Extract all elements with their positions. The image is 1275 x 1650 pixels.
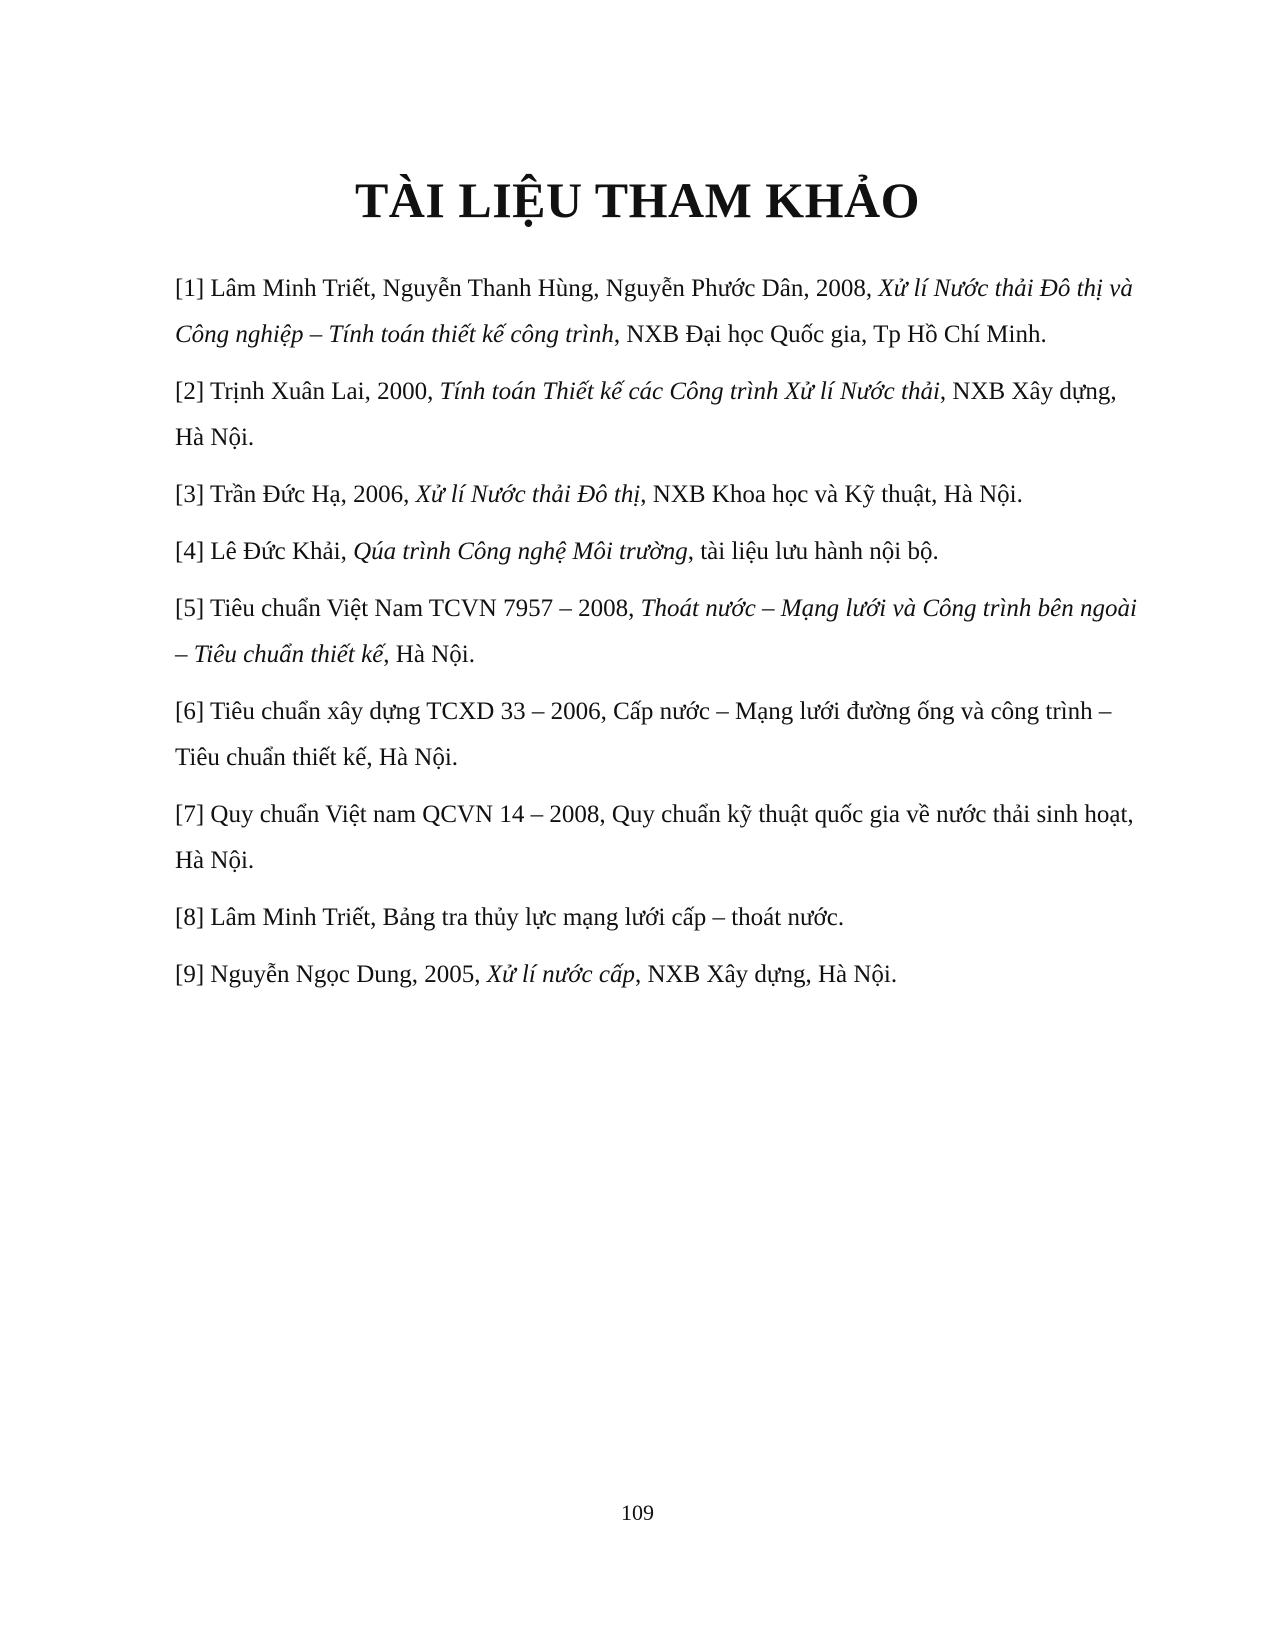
reference-text: [1] Lâm Minh Triết, Nguyễn Thanh Hùng, Nguyễn Phước Dân, 2008, — [175, 275, 879, 302]
reference-text: [7] Quy chuẩn Việt nam QCVN 14 – 2008, Quy chuẩn kỹ thuật quốc gia về nước thải sinh hoạt, Hà Nội. — [175, 801, 1134, 874]
reference-title: Xử lí Nước thải Đô thị — [415, 481, 641, 508]
reference-text: [4] Lê Đức Khải, — [175, 538, 354, 565]
reference-text: , NXB Khoa học và Kỹ thuật, Hà Nội. — [640, 481, 1023, 508]
reference-text: [2] Trịnh Xuân Lai, 2000, — [175, 378, 440, 405]
reference-text: [5] Tiêu chuẩn Việt Nam TCVN 7957 – 2008, — [175, 595, 641, 622]
reference-item-3 — [175, 472, 1150, 518]
reference-text: [8] Lâm Minh Triết, Bảng tra thủy lực mạng lưới cấp – thoát nước. — [175, 904, 845, 931]
reference-text: [9] Nguyễn Ngọc Dung, 2005, — [175, 961, 487, 988]
reference-title: Xử lí Nước thải Đô thị và Công nghiệp – Tính toán thiết kế công trình — [175, 275, 1133, 348]
reference-text: [3] Trần Đức Hạ, 2006, — [175, 481, 416, 508]
reference-item-1 — [175, 266, 1150, 358]
reference-item-6 — [175, 689, 1150, 781]
reference-title: Xử lí nước cấp — [486, 961, 635, 988]
reference-title: Tính toán Thiết kế các Công trình Xử lí Nước thải — [439, 378, 940, 405]
reference-text: , tài liệu lưu hành nội bộ. — [687, 538, 939, 565]
page-number: 109 — [621, 1500, 654, 1525]
reference-item-5 — [175, 586, 1150, 678]
reference-title: Thoát nước – Mạng lưới và Công trình bên ngoài – Tiêu chuẩn thiết kế — [175, 595, 1137, 668]
reference-text: , NXB Xây dựng, Hà Nội. — [175, 378, 1117, 451]
reference-item-4 — [175, 529, 1150, 575]
reference-text: , Hà Nội. — [383, 641, 475, 668]
reference-text: [6] Tiêu chuẩn xây dựng TCXD 33 – 2006, Cấp nước – Mạng lưới đường ống và công trình – Tiêu chuẩn thiết kế, Hà Nội. — [175, 698, 1112, 771]
reference-item-2 — [175, 369, 1150, 461]
page-title: TÀI LIỆU THAM KHẢO — [354, 172, 921, 228]
reference-item-8 — [175, 895, 1150, 941]
reference-title: Qúa trình Công nghệ Môi trường — [353, 538, 688, 565]
reference-list — [175, 266, 1150, 1009]
reference-text: , NXB Đại học Quốc gia, Tp Hồ Chí Minh. — [613, 321, 1047, 348]
reference-item-9 — [175, 952, 1150, 998]
reference-text: , NXB Xây dựng, Hà Nội. — [634, 961, 898, 988]
reference-item-7 — [175, 792, 1150, 884]
